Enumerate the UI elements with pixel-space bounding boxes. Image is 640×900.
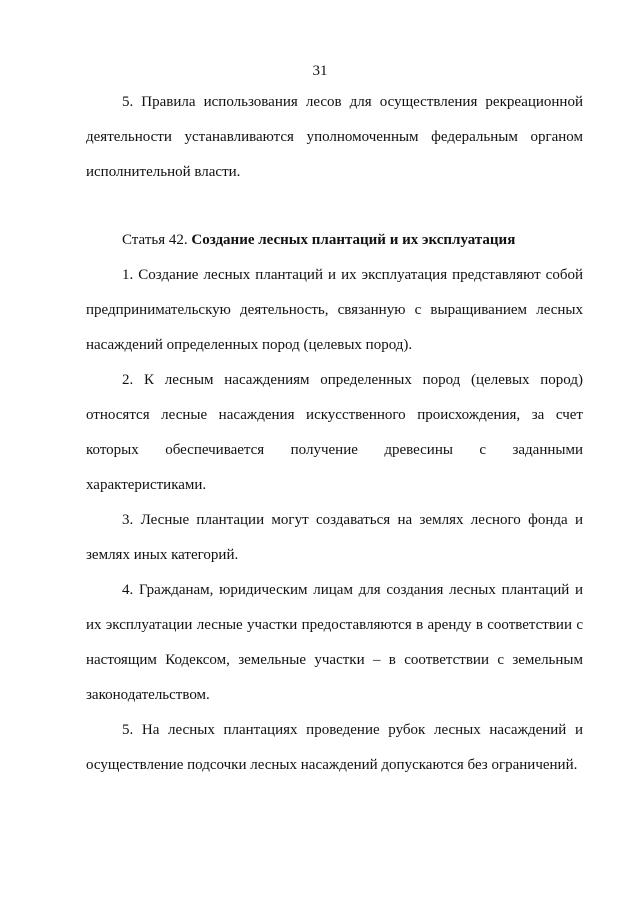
article-paragraph-4: 4. Гражданам, юридическим лицам для создания лесных плантаций и их эксплуатации лесные участки предоставляются в аренду в соответствии с настоящим Кодексом, земельные участки – в соответствии с земельным законодательством. xyxy=(86,582,583,703)
document-body xyxy=(86,85,583,783)
article-paragraph-5: 5. На лесных плантациях проведение рубок лесных насаждений и осуществление подсочки лесных насаждений допускаются без ограничений. xyxy=(86,722,583,773)
article-paragraph-3: 3. Лесные плантации могут создаваться на землях лесного фонда и землях иных категорий. xyxy=(86,512,583,563)
page-number: 31 xyxy=(312,63,328,79)
article-title: Создание лесных плантаций и их эксплуатация xyxy=(191,232,516,248)
paragraph-recreation-rules: 5. Правила использования лесов для осуществления рекреационной деятельности устанавливаются уполномоченным федеральным органом исполнительной власти. xyxy=(86,94,583,180)
article-paragraph-2: 2. К лесным насаждениям определенных пород (целевых пород) относятся лесные насаждения искусственного происхождения, за счет которых обеспечивается получение древесины с заданными характеристиками. xyxy=(86,372,583,493)
article-heading xyxy=(86,223,583,258)
article-paragraph-1: 1. Создание лесных плантаций и их эксплуатация представляют собой предпринимательскую деятельность, связанную с выращиванием лесных насаждений определенных пород (целевых пород). xyxy=(86,267,583,353)
article-number: Статья 42. xyxy=(122,232,188,248)
